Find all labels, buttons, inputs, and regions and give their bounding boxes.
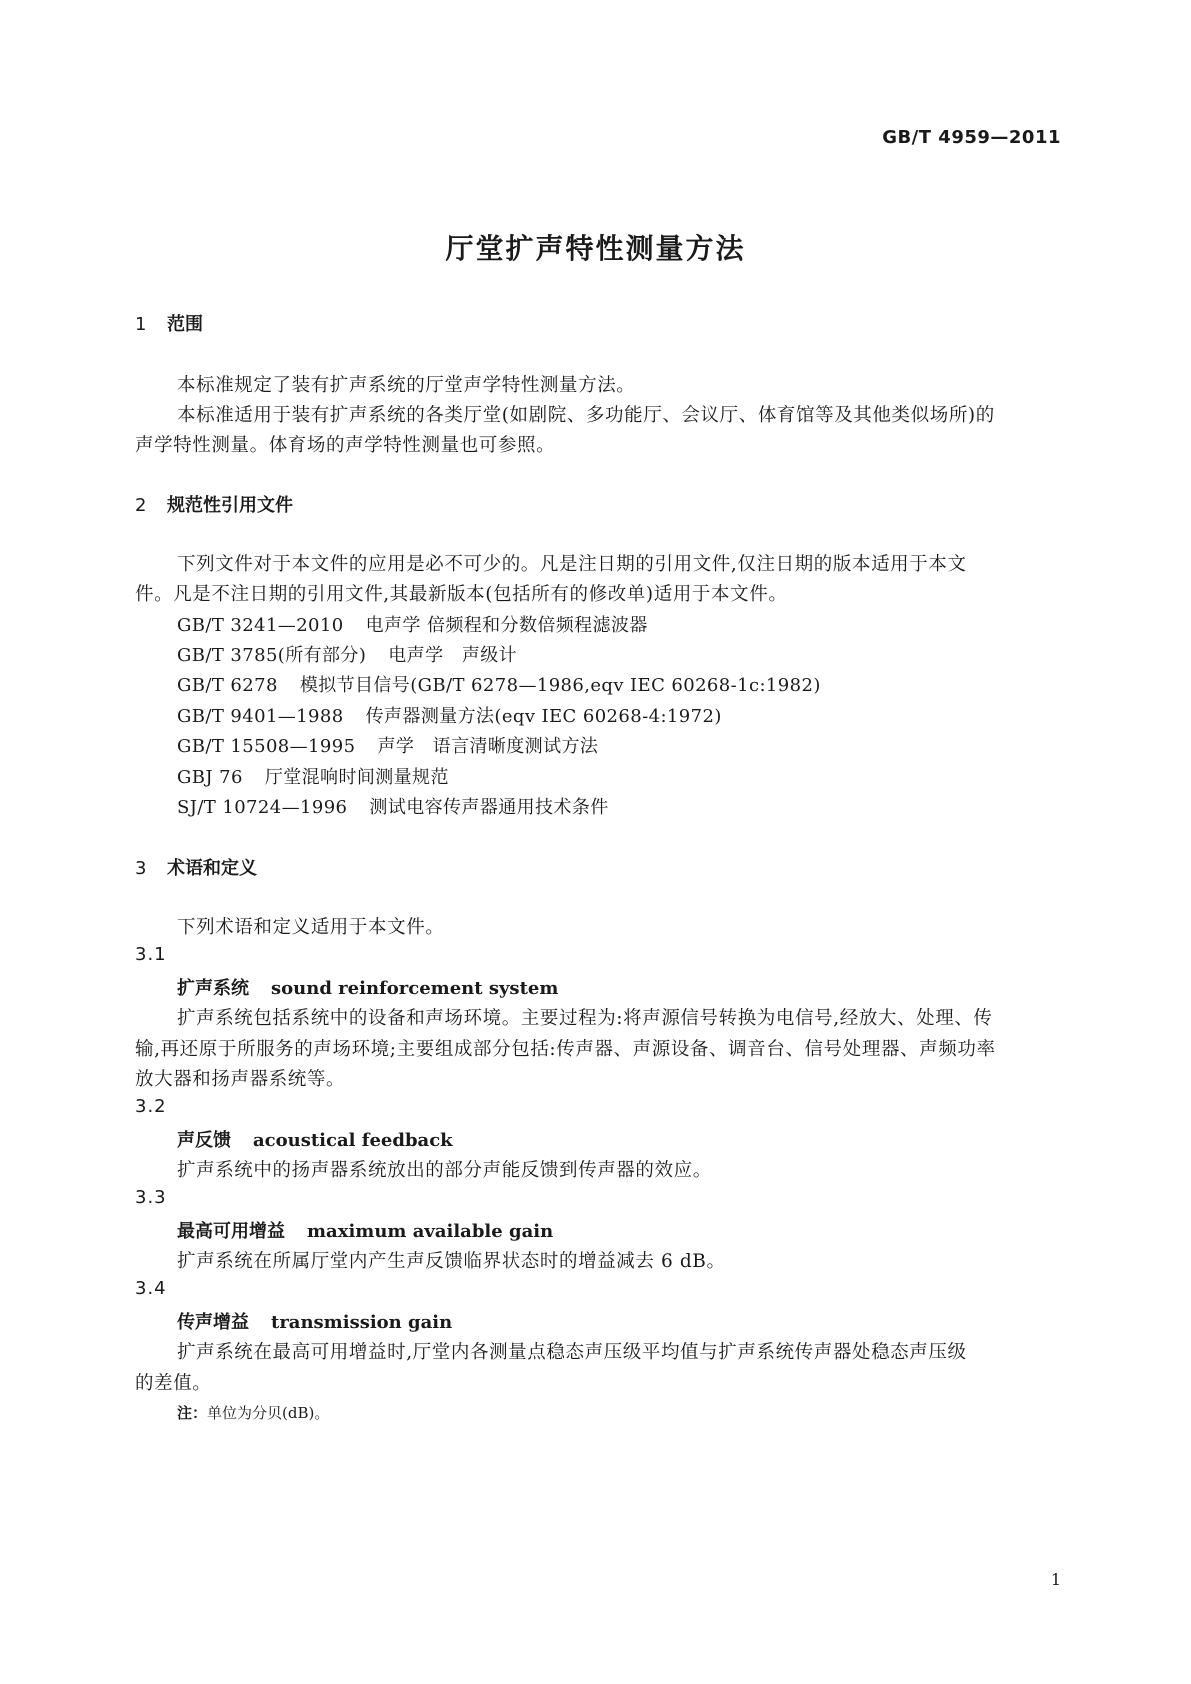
paragraph: 本标准适用于装有扩声系统的各类厅堂(如剧院、多功能厅、会议厅、体育馆等及其他类似场所)的: [177, 405, 995, 426]
term-zh: 声反馈: [177, 1130, 231, 1151]
paragraph: 本标准规定了装有扩声系统的厅堂声学特性测量方法。: [177, 375, 636, 396]
reference-item: [177, 702, 722, 728]
reference-title: 电声学 倍频程和分数倍频程滤波器: [365, 615, 648, 636]
definition-line: 扩声系统包括系统中的设备和声场环境。主要过程为:将声源信号转换为电信号,经放大、处理、传: [177, 1008, 993, 1029]
definition-line: 的差值。: [135, 1373, 212, 1394]
reference-code: GB/T 15508—1995: [177, 736, 356, 757]
term-en: acoustical feedback: [253, 1130, 453, 1151]
section-heading: [135, 310, 203, 336]
page-title: 厅堂扩声特性测量方法: [445, 232, 746, 265]
note-text: 单位为分贝(dB)。: [207, 1404, 330, 1422]
reference-title: 测试电容传声器通用技术条件: [369, 797, 609, 818]
term-heading: [177, 974, 558, 1000]
reference-title: 电声学 声级计: [388, 645, 518, 666]
section-title: 规范性引用文件: [167, 495, 293, 516]
term-en: transmission gain: [271, 1312, 453, 1333]
reference-item: [177, 793, 609, 819]
term-heading: [177, 1126, 453, 1152]
definition-line: 扩声系统在最高可用增益时,厅堂内各测量点稳态声压级平均值与扩声系统传声器处稳态声压级: [177, 1342, 967, 1363]
definition-line: 扩声系统在所属厅堂内产生声反馈临界状态时的增益减去 6 dB。: [177, 1251, 726, 1272]
paragraph-continuation: 声学特性测量。体育场的声学特性测量也可参照。: [135, 435, 556, 456]
reference-item: [177, 641, 517, 667]
term-heading: [177, 1308, 452, 1334]
section-title: 术语和定义: [167, 858, 257, 879]
definition-line: 输,再还原于所服务的声场环境;主要组成部分包括:传声器、声源设备、调音台、信号处理器、声频功率: [135, 1039, 996, 1060]
note: [177, 1402, 329, 1423]
paragraph-continuation: 件。凡是不注日期的引用文件,其最新版本(包括所有的修改单)适用于本文件。: [135, 584, 788, 605]
term-zh: 最高可用增益: [177, 1221, 285, 1242]
reference-code: GB/T 9401—1988: [177, 706, 344, 727]
reference-code: GBJ 76: [177, 767, 243, 788]
standard-code: GB/T 4959—2011: [882, 127, 1061, 148]
reference-code: GB/T 3785(所有部分): [177, 645, 367, 666]
term-heading: [177, 1217, 553, 1243]
paragraph: 下列术语和定义适用于本文件。: [177, 917, 445, 938]
section-number: 3: [135, 858, 147, 879]
term-en: sound reinforcement system: [271, 978, 559, 999]
definition-line: 放大器和扬声器系统等。: [135, 1069, 346, 1090]
term-zh: 传声增益: [177, 1312, 249, 1333]
section-heading: [135, 854, 257, 880]
reference-title: 传声器测量方法(eqv IEC 60268-4:1972): [365, 706, 722, 727]
section-title: 范围: [167, 314, 203, 335]
term-en: maximum available gain: [307, 1221, 554, 1242]
note-label: 注：: [177, 1404, 208, 1422]
subsection-number: 3.1: [135, 944, 167, 965]
reference-item: [177, 611, 648, 637]
subsection-number: 3.3: [135, 1187, 167, 1208]
reference-code: GB/T 3241—2010: [177, 615, 344, 636]
reference-code: GB/T 6278: [177, 675, 278, 696]
reference-title: 厅堂混响时间测量规范: [264, 767, 449, 788]
reference-title: 声学 语言清晰度测试方法: [377, 736, 599, 757]
section-heading: [135, 491, 293, 517]
reference-item: [177, 671, 821, 697]
page-number: 1: [1050, 1570, 1061, 1589]
reference-item: [177, 763, 449, 789]
subsection-number: 3.4: [135, 1278, 167, 1299]
term-zh: 扩声系统: [177, 978, 249, 999]
reference-title: 模拟节目信号(GB/T 6278—1986,eqv IEC 60268-1c:1982): [299, 675, 821, 696]
section-number: 1: [135, 314, 147, 335]
reference-code: SJ/T 10724—1996: [177, 797, 348, 818]
paragraph: 下列文件对于本文件的应用是必不可少的。凡是注日期的引用文件,仅注日期的版本适用于本文: [177, 554, 967, 575]
subsection-number: 3.2: [135, 1096, 167, 1117]
reference-item: [177, 732, 598, 758]
section-number: 2: [135, 495, 147, 516]
definition-line: 扩声系统中的扬声器系统放出的部分声能反馈到传声器的效应。: [177, 1160, 712, 1181]
